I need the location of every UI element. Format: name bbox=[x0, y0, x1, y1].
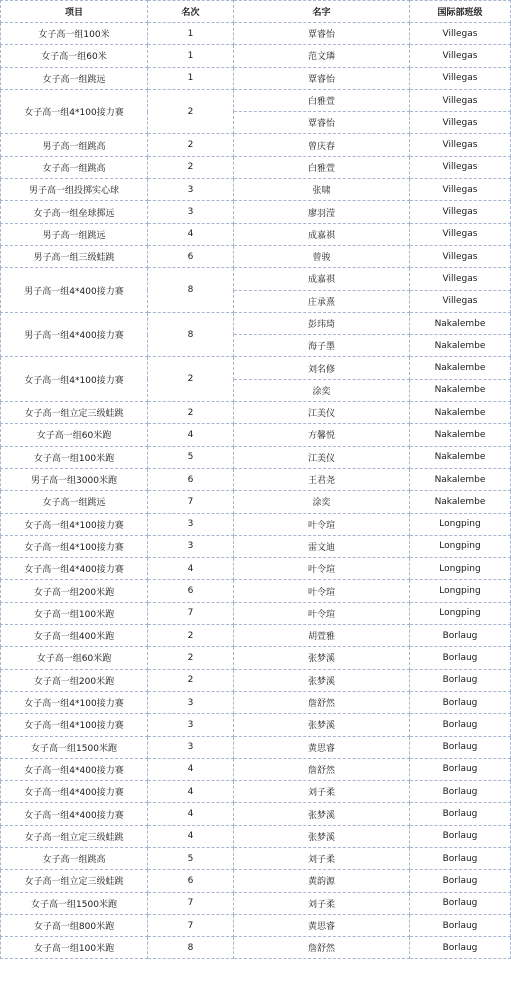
name-cell: 刘子柔 bbox=[234, 847, 410, 869]
name-cell: 成嘉祺 bbox=[234, 268, 410, 290]
rank-cell: 8 bbox=[148, 937, 234, 959]
header-rank: 名次 bbox=[148, 1, 234, 23]
rank-cell: 5 bbox=[148, 446, 234, 468]
class-cell: Nakalembe bbox=[410, 468, 511, 490]
name-cell: 詹舒然 bbox=[234, 937, 410, 959]
class-cell: Borlaug bbox=[410, 892, 511, 914]
class-cell: Borlaug bbox=[410, 691, 511, 713]
class-cell: Borlaug bbox=[410, 781, 511, 803]
rank-cell: 4 bbox=[148, 223, 234, 245]
table-row bbox=[1, 156, 511, 178]
name-cell: 涂奕 bbox=[234, 491, 410, 513]
table-row bbox=[1, 268, 511, 290]
name-cell: 黄思睿 bbox=[234, 914, 410, 936]
event-cell: 女子高一组4*100接力赛 bbox=[1, 89, 148, 134]
name-cell: 叶令瑄 bbox=[234, 558, 410, 580]
rank-cell: 3 bbox=[148, 691, 234, 713]
name-cell: 方馨悦 bbox=[234, 424, 410, 446]
table-row bbox=[1, 580, 511, 602]
class-cell: Villegas bbox=[410, 112, 511, 134]
event-cell: 女子高一组800米跑 bbox=[1, 914, 148, 936]
class-cell: Nakalembe bbox=[410, 491, 511, 513]
class-cell: Borlaug bbox=[410, 736, 511, 758]
table-row bbox=[1, 245, 511, 267]
event-cell: 女子高一组200米跑 bbox=[1, 580, 148, 602]
name-cell: 江美仪 bbox=[234, 446, 410, 468]
class-cell: Nakalembe bbox=[410, 379, 511, 401]
name-cell: 彭玮琦 bbox=[234, 312, 410, 334]
event-cell: 男子高一组投掷实心球 bbox=[1, 179, 148, 201]
name-cell: 胡萱雅 bbox=[234, 625, 410, 647]
table-row bbox=[1, 892, 511, 914]
table-row bbox=[1, 468, 511, 490]
name-cell: 张梦溪 bbox=[234, 669, 410, 691]
event-cell: 女子高一组60米跑 bbox=[1, 424, 148, 446]
header-row bbox=[1, 1, 511, 23]
class-cell: Villegas bbox=[410, 45, 511, 67]
rank-cell: 4 bbox=[148, 424, 234, 446]
class-cell: Longping bbox=[410, 580, 511, 602]
class-cell: Nakalembe bbox=[410, 357, 511, 379]
table-row bbox=[1, 736, 511, 758]
table-row bbox=[1, 312, 511, 334]
name-cell: 刘子柔 bbox=[234, 781, 410, 803]
rank-cell: 4 bbox=[148, 825, 234, 847]
name-cell: 詹舒然 bbox=[234, 691, 410, 713]
table-row bbox=[1, 691, 511, 713]
name-cell: 雷文迪 bbox=[234, 535, 410, 557]
event-cell: 女子高一组100米跑 bbox=[1, 937, 148, 959]
table-row bbox=[1, 89, 511, 111]
rank-cell: 8 bbox=[148, 268, 234, 313]
name-cell: 张梦溪 bbox=[234, 803, 410, 825]
table-row bbox=[1, 535, 511, 557]
header-class: 国际部班级 bbox=[410, 1, 511, 23]
class-cell: Villegas bbox=[410, 245, 511, 267]
event-cell: 女子高一组4*400接力赛 bbox=[1, 803, 148, 825]
name-cell: 黄思睿 bbox=[234, 736, 410, 758]
class-cell: Nakalembe bbox=[410, 446, 511, 468]
class-cell: Borlaug bbox=[410, 758, 511, 780]
name-cell: 庄承熹 bbox=[234, 290, 410, 312]
class-cell: Longping bbox=[410, 535, 511, 557]
table-row bbox=[1, 23, 511, 45]
class-cell: Villegas bbox=[410, 223, 511, 245]
event-cell: 男子高一组三级蛙跳 bbox=[1, 245, 148, 267]
rank-cell: 2 bbox=[148, 357, 234, 402]
class-cell: Borlaug bbox=[410, 914, 511, 936]
table-row bbox=[1, 134, 511, 156]
event-cell: 女子高一组4*400接力赛 bbox=[1, 781, 148, 803]
name-cell: 覃睿怡 bbox=[234, 67, 410, 89]
rank-cell: 2 bbox=[148, 89, 234, 134]
rank-cell: 6 bbox=[148, 580, 234, 602]
event-cell: 女子高一组4*100接力赛 bbox=[1, 513, 148, 535]
class-cell: Longping bbox=[410, 558, 511, 580]
name-cell: 白雅萱 bbox=[234, 156, 410, 178]
event-cell: 女子高一组跳高 bbox=[1, 847, 148, 869]
name-cell: 廖羽滢 bbox=[234, 201, 410, 223]
rank-cell: 7 bbox=[148, 914, 234, 936]
name-cell: 曾庆春 bbox=[234, 134, 410, 156]
name-cell: 海子墨 bbox=[234, 335, 410, 357]
class-cell: Nakalembe bbox=[410, 312, 511, 334]
class-cell: Nakalembe bbox=[410, 424, 511, 446]
rank-cell: 3 bbox=[148, 736, 234, 758]
event-cell: 女子高一组1500米跑 bbox=[1, 736, 148, 758]
class-cell: Longping bbox=[410, 602, 511, 624]
class-cell: Villegas bbox=[410, 134, 511, 156]
event-cell: 男子高一组4*400接力赛 bbox=[1, 268, 148, 313]
table-row bbox=[1, 803, 511, 825]
class-cell: Longping bbox=[410, 513, 511, 535]
table-row bbox=[1, 647, 511, 669]
rank-cell: 3 bbox=[148, 201, 234, 223]
rank-cell: 1 bbox=[148, 23, 234, 45]
rank-cell: 2 bbox=[148, 156, 234, 178]
header-event: 项目 bbox=[1, 1, 148, 23]
class-cell: Borlaug bbox=[410, 803, 511, 825]
class-cell: Nakalembe bbox=[410, 402, 511, 424]
rank-cell: 3 bbox=[148, 513, 234, 535]
event-cell: 女子高一组60米跑 bbox=[1, 647, 148, 669]
event-cell: 女子高一组4*400接力赛 bbox=[1, 558, 148, 580]
class-cell: Villegas bbox=[410, 268, 511, 290]
name-cell: 张梦溪 bbox=[234, 647, 410, 669]
name-cell: 范文璘 bbox=[234, 45, 410, 67]
name-cell: 白雅萱 bbox=[234, 89, 410, 111]
event-cell: 女子高一组60米 bbox=[1, 45, 148, 67]
class-cell: Borlaug bbox=[410, 647, 511, 669]
table-row bbox=[1, 402, 511, 424]
event-cell: 女子高一组跳远 bbox=[1, 67, 148, 89]
table-row bbox=[1, 513, 511, 535]
table-row bbox=[1, 914, 511, 936]
event-cell: 女子高一组1500米跑 bbox=[1, 892, 148, 914]
class-cell: Borlaug bbox=[410, 825, 511, 847]
event-cell: 女子高一组400米跑 bbox=[1, 625, 148, 647]
class-cell: Villegas bbox=[410, 23, 511, 45]
name-cell: 涂奕 bbox=[234, 379, 410, 401]
rank-cell: 2 bbox=[148, 647, 234, 669]
rank-cell: 3 bbox=[148, 714, 234, 736]
rank-cell: 4 bbox=[148, 803, 234, 825]
table-row bbox=[1, 45, 511, 67]
event-cell: 女子高一组100米跑 bbox=[1, 602, 148, 624]
table-row bbox=[1, 602, 511, 624]
rank-cell: 2 bbox=[148, 625, 234, 647]
class-cell: Borlaug bbox=[410, 870, 511, 892]
name-cell: 成嘉祺 bbox=[234, 223, 410, 245]
rank-cell: 3 bbox=[148, 179, 234, 201]
event-cell: 女子高一组4*100接力赛 bbox=[1, 691, 148, 713]
name-cell: 刘子柔 bbox=[234, 892, 410, 914]
table-row bbox=[1, 223, 511, 245]
name-cell: 刘名修 bbox=[234, 357, 410, 379]
rank-cell: 6 bbox=[148, 245, 234, 267]
rank-cell: 8 bbox=[148, 312, 234, 357]
table-row bbox=[1, 446, 511, 468]
rank-cell: 4 bbox=[148, 558, 234, 580]
name-cell: 叶令瑄 bbox=[234, 602, 410, 624]
name-cell: 覃睿怡 bbox=[234, 112, 410, 134]
event-cell: 男子高一组跳高 bbox=[1, 134, 148, 156]
rank-cell: 7 bbox=[148, 892, 234, 914]
name-cell: 张梦溪 bbox=[234, 825, 410, 847]
rank-cell: 4 bbox=[148, 758, 234, 780]
class-cell: Borlaug bbox=[410, 669, 511, 691]
table-body bbox=[1, 23, 511, 959]
rank-cell: 2 bbox=[148, 669, 234, 691]
rank-cell: 7 bbox=[148, 491, 234, 513]
event-cell: 女子高一组立定三级蛙跳 bbox=[1, 870, 148, 892]
table-row bbox=[1, 781, 511, 803]
rank-cell: 6 bbox=[148, 870, 234, 892]
event-cell: 男子高一组3000米跑 bbox=[1, 468, 148, 490]
table-row bbox=[1, 179, 511, 201]
name-cell: 张梦溪 bbox=[234, 714, 410, 736]
class-cell: Villegas bbox=[410, 67, 511, 89]
event-cell: 男子高一组跳远 bbox=[1, 223, 148, 245]
name-cell: 曾骏 bbox=[234, 245, 410, 267]
event-cell: 女子高一组200米跑 bbox=[1, 669, 148, 691]
event-cell: 女子高一组4*400接力赛 bbox=[1, 758, 148, 780]
event-cell: 男子高一组4*400接力赛 bbox=[1, 312, 148, 357]
table-row bbox=[1, 847, 511, 869]
table-row bbox=[1, 558, 511, 580]
name-cell: 江美仪 bbox=[234, 402, 410, 424]
rank-cell: 4 bbox=[148, 781, 234, 803]
name-cell: 叶令瑄 bbox=[234, 513, 410, 535]
class-cell: Nakalembe bbox=[410, 335, 511, 357]
table-row bbox=[1, 825, 511, 847]
table-row bbox=[1, 201, 511, 223]
table-row bbox=[1, 714, 511, 736]
event-cell: 女子高一组100米跑 bbox=[1, 446, 148, 468]
class-cell: Villegas bbox=[410, 179, 511, 201]
name-cell: 王君尧 bbox=[234, 468, 410, 490]
rank-cell: 1 bbox=[148, 67, 234, 89]
event-cell: 女子高一组4*100接力赛 bbox=[1, 714, 148, 736]
name-cell: 张啸 bbox=[234, 179, 410, 201]
event-cell: 女子高一组跳远 bbox=[1, 491, 148, 513]
event-cell: 女子高一组跳高 bbox=[1, 156, 148, 178]
rank-cell: 7 bbox=[148, 602, 234, 624]
event-cell: 女子高一组垒球掷远 bbox=[1, 201, 148, 223]
class-cell: Villegas bbox=[410, 89, 511, 111]
class-cell: Borlaug bbox=[410, 847, 511, 869]
name-cell: 詹舒然 bbox=[234, 758, 410, 780]
class-cell: Borlaug bbox=[410, 625, 511, 647]
rank-cell: 3 bbox=[148, 535, 234, 557]
rank-cell: 1 bbox=[148, 45, 234, 67]
table-row bbox=[1, 491, 511, 513]
class-cell: Borlaug bbox=[410, 937, 511, 959]
class-cell: Villegas bbox=[410, 290, 511, 312]
rank-cell: 2 bbox=[148, 402, 234, 424]
rank-cell: 5 bbox=[148, 847, 234, 869]
event-cell: 女子高一组立定三级蛙跳 bbox=[1, 825, 148, 847]
event-cell: 女子高一组4*100接力赛 bbox=[1, 535, 148, 557]
name-cell: 覃睿怡 bbox=[234, 23, 410, 45]
rank-cell: 6 bbox=[148, 468, 234, 490]
event-cell: 女子高一组4*100接力赛 bbox=[1, 357, 148, 402]
class-cell: Borlaug bbox=[410, 714, 511, 736]
class-cell: Villegas bbox=[410, 201, 511, 223]
table-row bbox=[1, 669, 511, 691]
name-cell: 叶令瑄 bbox=[234, 580, 410, 602]
table-row bbox=[1, 937, 511, 959]
rank-cell: 2 bbox=[148, 134, 234, 156]
class-cell: Villegas bbox=[410, 156, 511, 178]
name-cell: 黄韵源 bbox=[234, 870, 410, 892]
table-row bbox=[1, 625, 511, 647]
header-name: 名字 bbox=[234, 1, 410, 23]
event-cell: 女子高一组立定三级蛙跳 bbox=[1, 402, 148, 424]
table-row bbox=[1, 870, 511, 892]
table-row bbox=[1, 357, 511, 379]
table-row bbox=[1, 758, 511, 780]
event-cell: 女子高一组100米 bbox=[1, 23, 148, 45]
table-row bbox=[1, 424, 511, 446]
table-row bbox=[1, 67, 511, 89]
